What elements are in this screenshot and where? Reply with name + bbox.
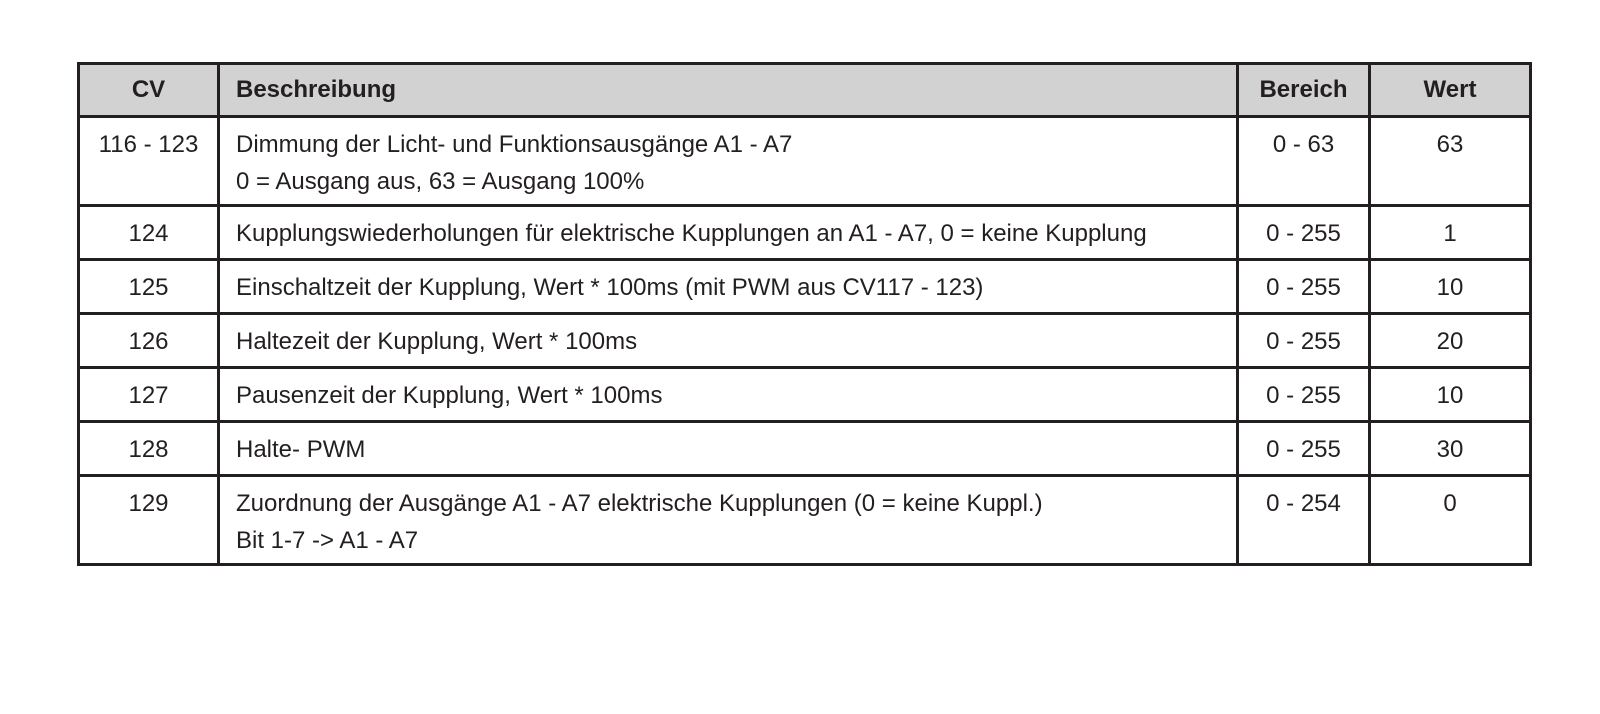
cell-description xyxy=(219,422,1238,476)
cell-value: 0 xyxy=(1370,476,1531,565)
description-line: Haltezeit der Kupplung, Wert * 100ms xyxy=(236,328,638,355)
cell-range: 0 - 255 xyxy=(1238,260,1370,314)
cell-cv: 129 xyxy=(79,476,219,565)
header-row xyxy=(79,64,1531,117)
cell-cv: 127 xyxy=(79,368,219,422)
table-row xyxy=(79,206,1531,260)
table-row xyxy=(79,260,1531,314)
description-line: Pausenzeit der Kupplung, Wert * 100ms xyxy=(236,382,663,409)
cell-range: 0 - 254 xyxy=(1238,476,1370,565)
cell-range: 0 - 255 xyxy=(1238,206,1370,260)
cell-description xyxy=(219,206,1238,260)
header-range: Bereich xyxy=(1238,64,1370,117)
cell-range: 0 - 255 xyxy=(1238,314,1370,368)
cell-value: 1 xyxy=(1370,206,1531,260)
cell-cv: 126 xyxy=(79,314,219,368)
header-description: Beschreibung xyxy=(219,64,1238,117)
description-line: Zuordnung der Ausgänge A1 - A7 elektrische Kupplungen (0 = keine Kuppl.) xyxy=(236,490,1043,517)
cell-value: 10 xyxy=(1370,260,1531,314)
description-line: Dimmung der Licht- und Funktionsausgänge A1 - A7 xyxy=(236,131,793,158)
description-line: Einschaltzeit der Kupplung, Wert * 100ms (mit PWM aus CV117 - 123) xyxy=(236,274,984,301)
table-row xyxy=(79,314,1531,368)
cell-description xyxy=(219,314,1238,368)
header-cv: CV xyxy=(79,64,219,117)
cell-value: 30 xyxy=(1370,422,1531,476)
cell-range: 0 - 63 xyxy=(1238,117,1370,206)
table-row xyxy=(79,368,1531,422)
cell-description xyxy=(219,368,1238,422)
cell-cv: 124 xyxy=(79,206,219,260)
cell-value: 10 xyxy=(1370,368,1531,422)
table-row xyxy=(79,476,1531,565)
header-value: Wert xyxy=(1370,64,1531,117)
cell-range: 0 - 255 xyxy=(1238,422,1370,476)
description-line: 0 = Ausgang aus, 63 = Ausgang 100% xyxy=(236,168,645,195)
cell-description xyxy=(219,260,1238,314)
cv-table xyxy=(77,62,1532,566)
cell-cv: 125 xyxy=(79,260,219,314)
cell-description xyxy=(219,476,1238,565)
table-row xyxy=(79,422,1531,476)
description-line: Bit 1-7 -> A1 - A7 xyxy=(236,527,419,554)
cell-value: 20 xyxy=(1370,314,1531,368)
cell-cv: 116 - 123 xyxy=(79,117,219,206)
description-line: Kupplungswiederholungen für elektrische Kupplungen an A1 - A7, 0 = keine Kupplung xyxy=(236,220,1147,247)
cell-description xyxy=(219,117,1238,206)
cell-value: 63 xyxy=(1370,117,1531,206)
table-row xyxy=(79,117,1531,206)
cell-cv: 128 xyxy=(79,422,219,476)
cell-range: 0 - 255 xyxy=(1238,368,1370,422)
description-line: Halte- PWM xyxy=(236,436,366,463)
